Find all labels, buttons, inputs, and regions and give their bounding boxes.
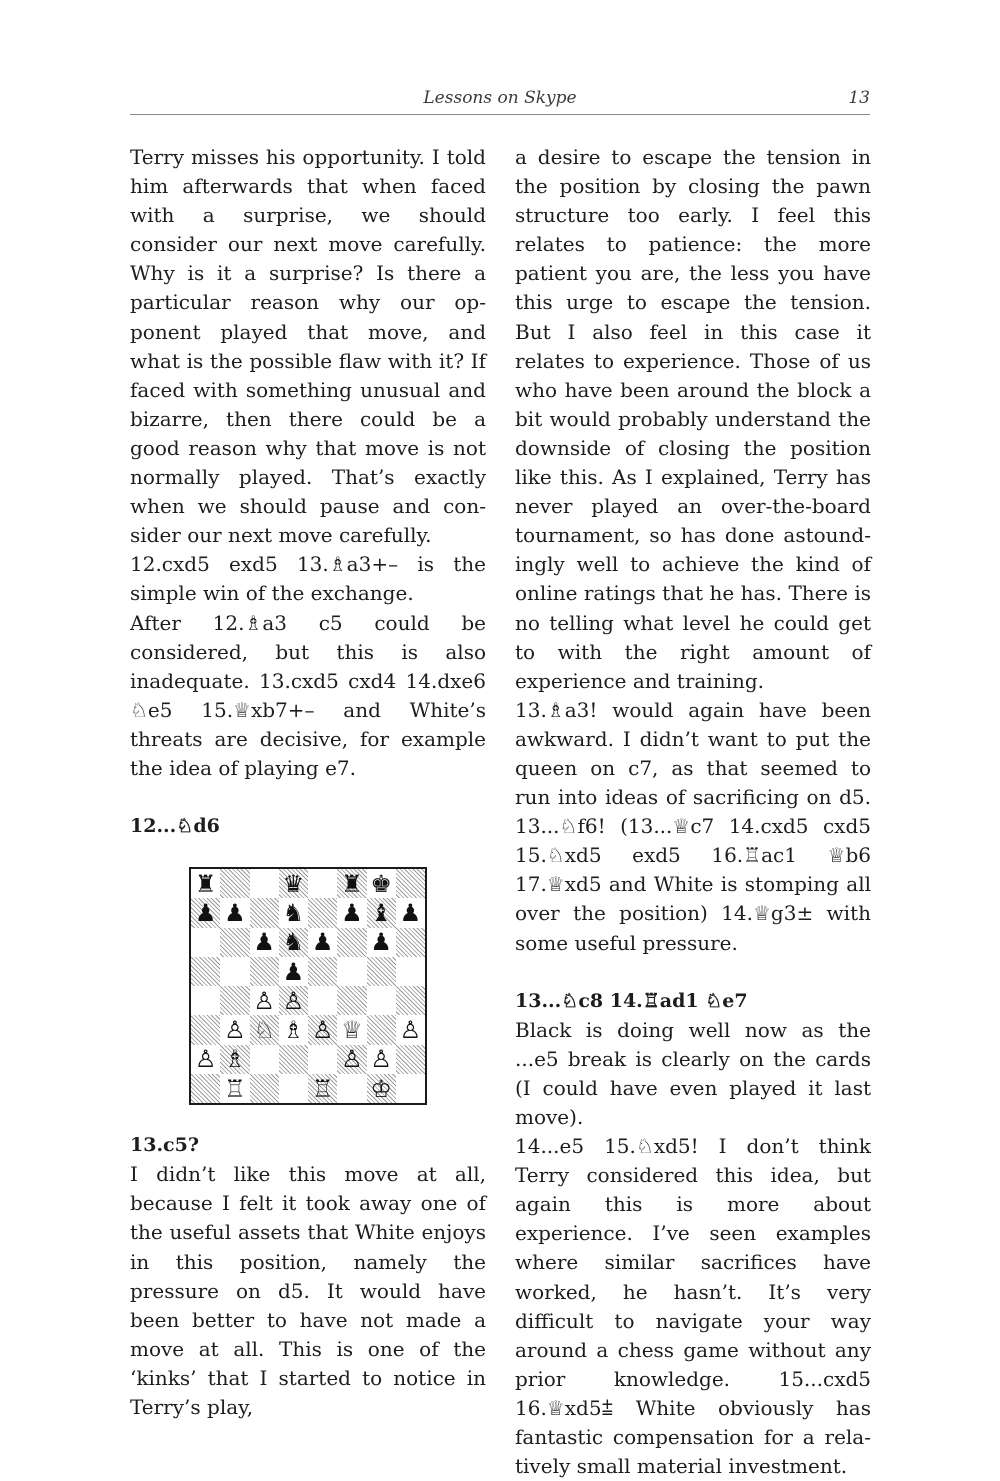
board-square (191, 1074, 220, 1103)
chess-piece-icon: ♙ (253, 986, 275, 1015)
board-square (191, 986, 220, 1015)
page-number: 13 (848, 88, 870, 108)
board-square (367, 869, 396, 898)
chess-piece-icon: ♛ (282, 869, 305, 898)
board-square (396, 986, 425, 1015)
paragraph: a desire to escape the tension in the position by closing the pawn structure too early. I feel this relates to patience: the more patient you are, the less you have this urge to escape the tension. But I also feel in this case it relates to experience. Those of us who have been around the block a bit would probably understand the downside of closing the position like this. As I explained, Terry has never played an over-the-board tournament, so has done astoundingly well to achieve the kind of online ratings that he has. There is no telling what level he could get to with the right amount of experience and training. (515, 145, 871, 693)
chess-piece-icon: ♗ (282, 1016, 305, 1045)
running-head (130, 86, 870, 115)
chess-piece-icon: ♞ (282, 899, 305, 928)
board-square (308, 1074, 337, 1103)
chess-piece-icon: ♚ (370, 869, 392, 898)
board-square (337, 957, 366, 986)
chess-piece-icon: ♔ (370, 1074, 392, 1103)
board-square (337, 986, 366, 1015)
board-square (396, 1045, 425, 1074)
move-heading: 13.c5? (130, 1134, 199, 1157)
board-square (396, 1074, 425, 1103)
paragraph: Terry misses his opportunity. I told him afterwards that when faced with a surprise, we should consider our next move carefully. Why is it a surprise? Is there a particular reason why our opponent played that move, and what is the possible flaw with it? If faced with something unusual and bizarre, then there could be a good reason why that move is not normally played. That’s exactly when we should pause and consider our next move carefully. (130, 145, 486, 548)
right-column (515, 143, 871, 1481)
chess-piece-icon: ♟ (253, 928, 275, 957)
board-square (220, 898, 249, 927)
board-square (337, 869, 366, 898)
board-square (279, 1015, 308, 1044)
chess-piece-icon: ♙ (311, 1016, 334, 1045)
chess-piece-icon: ♜ (341, 869, 363, 898)
board-square (250, 928, 279, 957)
chess-piece-icon: ♟ (311, 928, 334, 957)
chess-piece-icon: ♖ (224, 1074, 246, 1103)
paragraph: 12.cxd5 exd5 13.♗a3+– is the simple win of the exchange. (130, 552, 486, 606)
board-square (396, 898, 425, 927)
board-square (250, 957, 279, 986)
board-square (250, 1015, 279, 1044)
chess-piece-icon: ♟ (399, 899, 422, 928)
paragraph: 14...e5 15.♘xd5! I don’t think Terry considered this idea, but again this is more about experience. I’ve seen examples where similar sacrifices have worked, he hasn’t. It’s very difficult to navigate your way around a chess game without any prior knowledge. 15...cxd5 16.♕xd5⩲ White obviously has fantastic compensation for a relatively small material investment. (515, 1134, 871, 1479)
board-square (308, 869, 337, 898)
chess-piece-icon: ♕ (341, 1016, 363, 1045)
board-square (220, 1074, 249, 1103)
board-square (191, 1015, 220, 1044)
chess-board (189, 867, 427, 1105)
board-square (220, 957, 249, 986)
board-square (191, 1045, 220, 1074)
board-square (250, 898, 279, 927)
board-square (279, 957, 308, 986)
chess-piece-icon: ♙ (194, 1045, 217, 1074)
chess-piece-icon: ♙ (341, 1045, 363, 1074)
chess-piece-icon: ♙ (224, 1016, 246, 1045)
board-square (337, 1015, 366, 1044)
chess-piece-icon: ♟ (194, 899, 217, 928)
spacer (515, 958, 871, 987)
paragraph: I didn’t like this move at all, because I felt it took away one of the useful assets that White enjoys in this position, namely the pressure on d5. It would have been better to have not made a move at all. This is one of the ‘kinks’ that I started to notice in Terry’s play, (130, 1162, 486, 1419)
board-square (279, 898, 308, 927)
chess-piece-icon: ♞ (282, 928, 305, 957)
board-square (191, 928, 220, 957)
paragraph: Black is doing well now as the ...e5 break is clearly on the cards (I could have even played it last move). (515, 1017, 871, 1129)
board-square (396, 928, 425, 957)
move-heading: 12...♘d6 (130, 815, 220, 838)
paragraph: 13.♗a3! would again have been awkward. I didn’t want to put the queen on c7, as that seemed to run into ideas of sacrificing on d5. 13...♘f6! (13...♕c7 14.cxd5 cxd5 15.♘xd5 exd5 16.♖ac1 ♕b6 17.♕xd5 and White is stomping all over the position) 14.♕g3± with some useful pressure. (515, 697, 871, 955)
left-column (130, 143, 486, 1422)
chess-piece-icon: ♟ (282, 957, 305, 986)
board-square (191, 957, 220, 986)
board-square (220, 1045, 249, 1074)
board-square (308, 957, 337, 986)
board-square (308, 898, 337, 927)
board-square (220, 869, 249, 898)
board-square (337, 898, 366, 927)
chess-piece-icon: ♗ (224, 1045, 246, 1074)
board-square (367, 957, 396, 986)
board-square (220, 928, 249, 957)
board-square (367, 1015, 396, 1044)
board-square (308, 986, 337, 1015)
chess-piece-icon: ♙ (399, 1016, 422, 1045)
board-square (308, 928, 337, 957)
chess-diagram-wrap (130, 841, 486, 1131)
board-square (367, 1045, 396, 1074)
board-square (337, 1074, 366, 1103)
chess-piece-icon: ♙ (282, 986, 305, 1015)
chess-piece-icon: ♜ (194, 869, 217, 898)
spacer (130, 783, 486, 812)
board-square (337, 1045, 366, 1074)
board-square (250, 1074, 279, 1103)
board-square (396, 1015, 425, 1044)
chess-piece-icon: ♙ (370, 1045, 392, 1074)
board-square (308, 1015, 337, 1044)
chess-piece-icon: ♖ (311, 1074, 334, 1103)
board-square (367, 898, 396, 927)
chess-piece-icon: ♟ (341, 899, 363, 928)
board-square (191, 898, 220, 927)
chess-piece-icon: ♝ (370, 899, 392, 928)
move-heading: 13...♘c8 14.♖ad1 ♘e7 (515, 989, 748, 1012)
board-square (279, 1045, 308, 1074)
chess-piece-icon: ♟ (370, 928, 392, 957)
board-square (250, 1045, 279, 1074)
board-square (308, 1045, 337, 1074)
board-square (279, 869, 308, 898)
board-square (220, 1015, 249, 1044)
board-square (250, 986, 279, 1015)
board-square (396, 869, 425, 898)
board-square (367, 1074, 396, 1103)
board-square (191, 869, 220, 898)
board-square (279, 928, 308, 957)
board-square (396, 957, 425, 986)
board-square (337, 928, 366, 957)
board-square (279, 986, 308, 1015)
board-square (250, 869, 279, 898)
board-square (220, 986, 249, 1015)
running-title: Lessons on Skype (423, 88, 577, 108)
board-square (367, 928, 396, 957)
chess-piece-icon: ♟ (224, 899, 246, 928)
paragraph: After 12.♗a3 c5 could be considered, but this is also inadequate. 13.cxd5 cxd4 14.dxe6 ♘e5 15.♕xb7+– and White’s threats are decisive, for example the idea of playing e7. (130, 610, 486, 780)
board-square (367, 986, 396, 1015)
board-square (279, 1074, 308, 1103)
chess-piece-icon: ♘ (253, 1016, 275, 1045)
